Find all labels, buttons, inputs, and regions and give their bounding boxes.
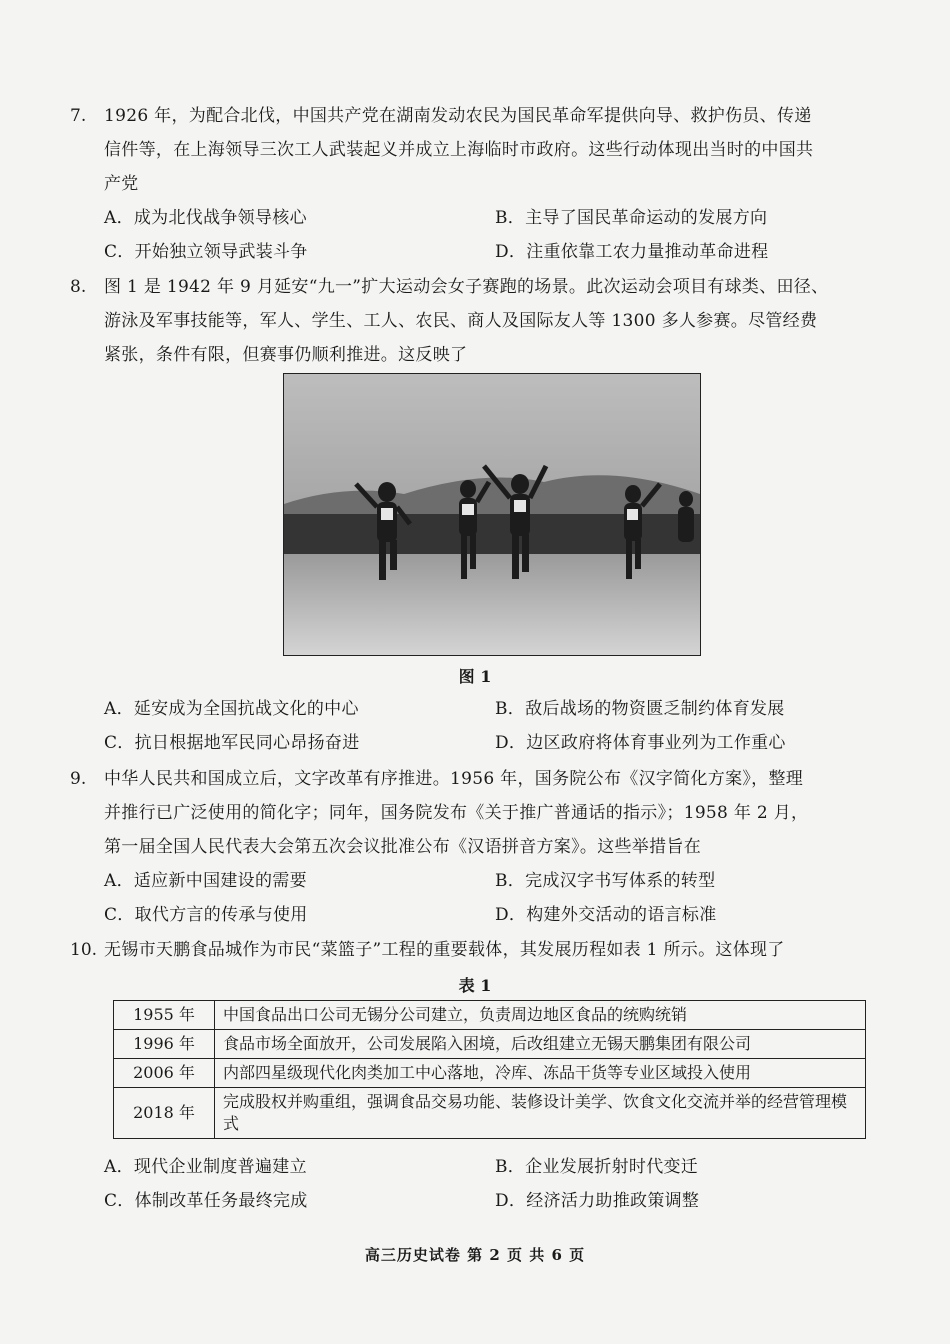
q10-option-a: A．现代企业制度普遍建立 [104, 1157, 307, 1177]
table-row [114, 1059, 866, 1088]
q8-option-c: C．抗日根据地军民同心昂扬奋进 [104, 733, 360, 753]
q10-number: 10. [70, 940, 98, 960]
q9-option-d: D．构建外交活动的语言标准 [495, 905, 717, 925]
q8-stem-line-1: 图 1 是 1942 年 9 月延安“九一”扩大运动会女子赛跑的场景。此次运动会项目有球类、田径、 [104, 277, 829, 297]
q8-option-d: D．边区政府将体育事业列为工作重心 [495, 733, 786, 753]
race-photo [283, 373, 701, 656]
table-1-caption: 表 1 [458, 976, 492, 995]
table-row [114, 1088, 866, 1139]
q7-stem-line-3: 产党 [104, 174, 139, 194]
q8-stem-line-3: 紧张，条件有限，但赛事仍顺利推进。这反映了 [104, 345, 468, 365]
q8-stem-line-2: 游泳及军事技能等，军人、学生、工人、农民、商人及国际友人等 1300 多人参赛。尽管经费 [104, 311, 818, 331]
q9-option-b: B．完成汉字书写体系的转型 [495, 871, 716, 891]
q9-stem-line-2: 并推行已广泛使用的简化字；同年，国务院发布《关于推广普通话的指示》；1958 年 2 月， [104, 803, 809, 823]
table-cell-year: 1955 年 [114, 1001, 215, 1030]
table-cell-text: 食品市场全面放开，公司发展陷入困境，后改组建立无锡天鹏集团有限公司 [215, 1030, 866, 1059]
table-row [114, 1030, 866, 1059]
development-table [113, 1000, 866, 1139]
q7-stem-line-2: 信件等，在上海领导三次工人武装起义并成立上海临时市政府。这些行动体现出当时的中国共 [104, 140, 814, 160]
table-cell-text: 中国食品出口公司无锡分公司建立，负责周边地区食品的统购统销 [215, 1001, 866, 1030]
q10-option-c: C．体制改革任务最终完成 [104, 1191, 308, 1211]
race-photo-illustration [284, 374, 700, 655]
table-cell-year: 1996 年 [114, 1030, 215, 1059]
q9-stem-line-1: 中华人民共和国成立后，文字改革有序推进。1956 年，国务院公布《汉字简化方案》，整理 [104, 769, 804, 789]
figure-1-caption: 图 1 [458, 667, 492, 686]
q9-option-a: A．适应新中国建设的需要 [104, 871, 307, 891]
q9-option-c: C．取代方言的传承与使用 [104, 905, 308, 925]
q7-stem-line-1: 1926 年，为配合北伐，中国共产党在湖南发动农民为国民革命军提供向导、救护伤员、传递 [104, 106, 812, 126]
q10-option-d: D．经济活力助推政策调整 [495, 1191, 700, 1211]
q7-option-a: A．成为北伐战争领导核心 [104, 208, 307, 228]
q10-option-b: B．企业发展折射时代变迁 [495, 1157, 699, 1177]
q7-number: 7. [70, 106, 87, 126]
table-cell-text: 内部四星级现代化肉类加工中心落地，冷库、冻品干货等专业区域投入使用 [215, 1059, 866, 1088]
q8-option-b: B．敌后战场的物资匮乏制约体育发展 [495, 699, 785, 719]
q8-option-a: A．延安成为全国抗战文化的中心 [104, 699, 359, 719]
q7-option-d: D．注重依靠工农力量推动革命进程 [495, 242, 769, 262]
table-cell-year: 2006 年 [114, 1059, 215, 1088]
q10-stem-line-1: 无锡市天鹏食品城作为市民“菜篮子”工程的重要载体，其发展历程如表 1 所示。这体现了 [104, 940, 785, 960]
page-footer: 高三历史试卷 第 2 页 共 6 页 [364, 1246, 586, 1264]
table-cell-year: 2018 年 [114, 1088, 215, 1139]
q9-stem-line-3: 第一届全国人民代表大会第五次会议批准公布《汉语拼音方案》。这些举措旨在 [104, 837, 701, 857]
q9-number: 9. [70, 769, 87, 789]
q7-option-c: C．开始独立领导武装斗争 [104, 242, 308, 262]
table-cell-text: 完成股权并购重组，强调食品交易功能、装修设计美学、饮食文化交流并举的经营管理模式 [215, 1088, 866, 1139]
q8-number: 8. [70, 277, 87, 297]
table-row [114, 1001, 866, 1030]
q7-option-b: B．主导了国民革命运动的发展方向 [495, 208, 768, 228]
